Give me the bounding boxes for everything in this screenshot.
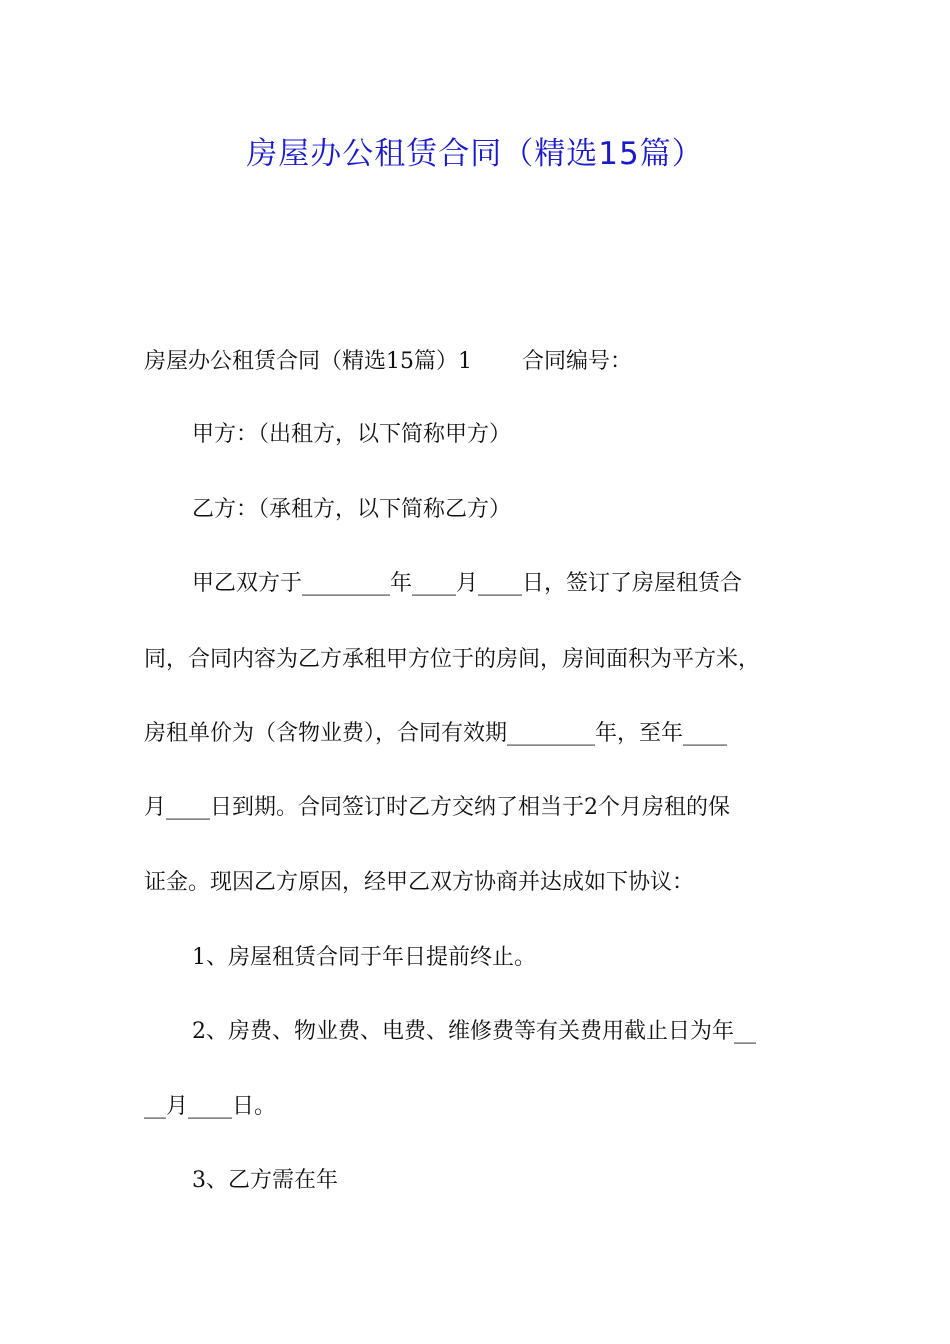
list-item-continuation: __月____日。	[144, 1094, 277, 1119]
list-item: 3、乙方需在年	[192, 1168, 338, 1193]
contract-number-label: 合同编号：	[522, 349, 633, 374]
paragraph-line: 同，合同内容为乙方承租甲方位于的房间，房间面积为平方米，	[144, 647, 761, 672]
list-item: 2、房费、物业费、电费、维修费等有关费用截止日为年__	[192, 1019, 756, 1044]
party-a-line: 甲方：（出租方，以下简称甲方）	[192, 422, 512, 447]
paragraph-line: 甲乙双方于________年____月____日，签订了房屋租赁合	[192, 571, 743, 596]
party-b-line: 乙方：（承租方，以下简称乙方）	[192, 497, 512, 522]
document-title: 房屋办公租赁合同（精选15篇）	[246, 136, 704, 172]
heading-line	[144, 342, 834, 382]
contract-heading: 房屋办公租赁合同（精选15篇）1	[144, 349, 472, 374]
list-item: 1、房屋租赁合同于年日提前终止。	[192, 945, 536, 970]
paragraph-line: 月____日到期。合同签订时乙方交纳了相当于2个月房租的保	[144, 795, 730, 820]
paragraph-line: 房租单价为（含物业费），合同有效期________年，至年____	[144, 721, 728, 746]
paragraph-line: 证金。现因乙方原因，经甲乙双方协商并达成如下协议：	[144, 870, 695, 895]
